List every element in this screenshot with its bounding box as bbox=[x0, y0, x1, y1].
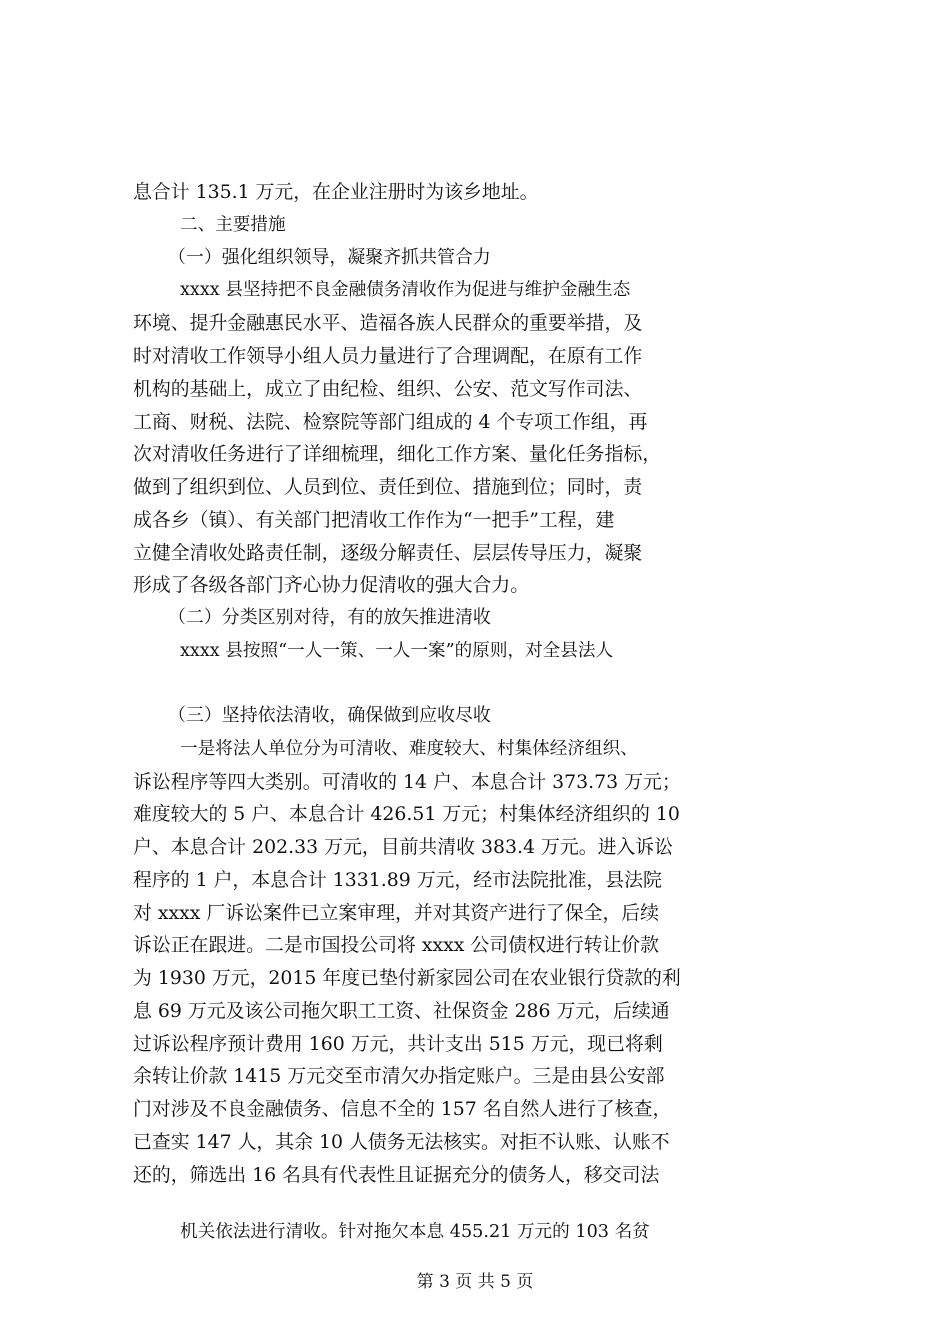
text-line: 一是将法人单位分为可清收、难度较大、村集体经济组织、 bbox=[180, 739, 638, 759]
text-line: 次对清收任务进行了详细梳理，细化工作方案、量化任务指标， bbox=[133, 443, 662, 465]
text-line: 还的，筛选出 16 名具有代表性且证据充分的债务人，移交司法 bbox=[133, 1164, 660, 1186]
text-line: 程序的 1 户，本息合计 1331.89 万元，经市法院批准，县法院 bbox=[133, 869, 662, 891]
text-line: 息合计 135.1 万元，在企业注册时为该乡地址。 bbox=[133, 181, 539, 203]
text-line: 对 xxxx 厂诉讼案件已立案审理，并对其资产进行了保全，后续 bbox=[133, 902, 660, 924]
text-line: 立健全清收处路责任制，逐级分解责任、层层传导压力，凝聚 bbox=[133, 542, 643, 564]
text-line: 机关依法进行清收。针对拖欠本息 455.21 万元的 103 名贫 bbox=[180, 1222, 650, 1242]
text-line: 机构的基础上，成立了由纪检、组织、公安、范文写作司法、 bbox=[133, 378, 643, 400]
text-line: 工商、财税、法院、检察院等部门组成的 4 个专项工作组，再 bbox=[133, 411, 648, 433]
text-line: 已查实 147 人，其余 10 人债务无法核实。对拒不认账、认账不 bbox=[133, 1131, 670, 1153]
text-line: 诉讼程序等四大类别。可清收的 14 户、本息合计 373.73 万元； bbox=[133, 771, 681, 793]
text-line: 诉讼正在跟进。二是市国投公司将 xxxx 公司债权进行转让价款 bbox=[133, 934, 660, 956]
text-line: 户、本息合计 202.33 万元，目前共清收 383.4 万元。进入诉讼 bbox=[133, 836, 674, 858]
text-line: 做到了组织到位、人员到位、责任到位、措施到位；同时，责 bbox=[133, 476, 643, 498]
text-line: 为 1930 万元，2015 年度已垫付新家园公司在农业银行贷款的利 bbox=[133, 967, 681, 989]
text-line: 难度较大的 5 户、本息合计 426.51 万元；村集体经济组织的 10 bbox=[133, 803, 680, 825]
text-line: 余转让价款 1415 万元交至市清欠办指定账户。三是由县公安部 bbox=[133, 1065, 665, 1087]
section-heading: 二、主要措施 bbox=[180, 215, 286, 235]
subsection-heading: （二）分类区别对待，有的放矢推进清收 bbox=[168, 607, 491, 628]
text-line: 门对涉及不良金融债务、信息不全的 157 名自然人进行了核查， bbox=[133, 1098, 672, 1120]
text-line: 环境、提升金融惠民水平、造福各族人民群众的重要举措，及 bbox=[133, 312, 643, 334]
page-footer: 第 3 页 共 5 页 bbox=[416, 1272, 534, 1292]
text-line: xxxx 县坚持把不良金融债务清收作为促进与维护金融生态 bbox=[180, 280, 631, 300]
text-line: 形成了各级各部门齐心协力促清收的强大合力。 bbox=[133, 574, 530, 596]
text-line: 息 69 万元及该公司拖欠职工工资、社保资金 286 万元，后续通 bbox=[133, 1000, 670, 1022]
text-line: xxxx 县按照“一人一策、一人一案”的原则，对全县法人 bbox=[180, 641, 614, 661]
text-line: 时对清收工作领导小组人员力量进行了合理调配，在原有工作 bbox=[133, 345, 643, 367]
subsection-heading: （三）坚持依法清收，确保做到应收尽收 bbox=[168, 705, 491, 726]
text-line: 过诉讼程序预计费用 160 万元，共计支出 515 万元，现已将剩 bbox=[133, 1033, 663, 1055]
text-line: 成各乡（镇）、有关部门把清收工作作为“一把手”工程，建 bbox=[133, 509, 615, 531]
subsection-heading: （一）强化组织领导，凝聚齐抓共管合力 bbox=[168, 247, 491, 268]
